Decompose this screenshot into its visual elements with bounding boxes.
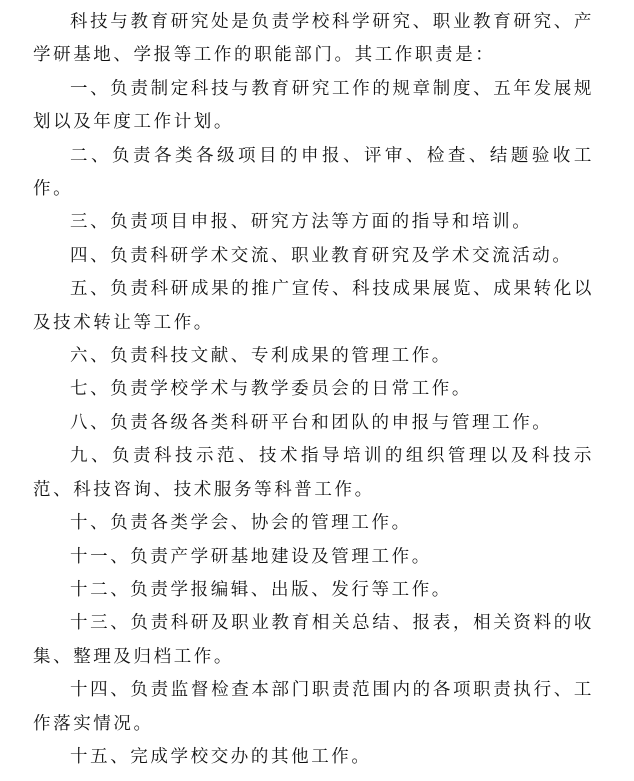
duty-item-7: 七、负责学校学术与教学委员会的日常工作。 <box>70 379 472 400</box>
intro-paragraph: 科技与教育研究处是负责学校科学研究、职业教育研究、产学研基地、学报等工作的职能部门。其工作职责是： <box>33 12 594 66</box>
duty-item-13: 十三、负责科研及职业教育相关总结、报表，相关资料的收集、整理及归档工作。 <box>33 613 594 667</box>
duty-item-5: 五、负责科研成果的推广宣传、科技成果展览、成果转化以及技术转让等工作。 <box>33 279 594 333</box>
duty-item-14: 十四、负责监督检查本部门职责范围内的各项职责执行、工作落实情况。 <box>33 680 594 734</box>
duty-item-4: 四、负责科研学术交流、职业教育研究及学术交流活动。 <box>70 245 573 266</box>
duty-item-2: 二、负责各类各级项目的申报、评审、检查、结题验收工作。 <box>33 145 594 200</box>
duty-item-15: 十五、完成学校交办的其他工作。 <box>70 746 372 767</box>
duty-item-11: 十一、负责产学研基地建设及管理工作。 <box>70 546 432 567</box>
duty-item-9: 九、负责科技示范、技术指导培训的组织管理以及科技示范、科技咨询、技术服务等科普工作。 <box>33 446 594 500</box>
duty-item-8: 八、负责各级各类科研平台和团队的申报与管理工作。 <box>70 412 553 433</box>
duty-item-1: 一、负责制定科技与教育研究工作的规章制度、五年发展规划以及年度工作计划。 <box>33 78 594 133</box>
duty-item-12: 十二、负责学报编辑、出版、发行等工作。 <box>70 579 452 600</box>
duty-item-3: 三、负责项目申报、研究方法等方面的指导和培训。 <box>70 212 533 233</box>
duty-item-6: 六、负责科技文献、专利成果的管理工作。 <box>70 346 452 367</box>
duty-item-10: 十、负责各类学会、协会的管理工作。 <box>70 513 412 534</box>
